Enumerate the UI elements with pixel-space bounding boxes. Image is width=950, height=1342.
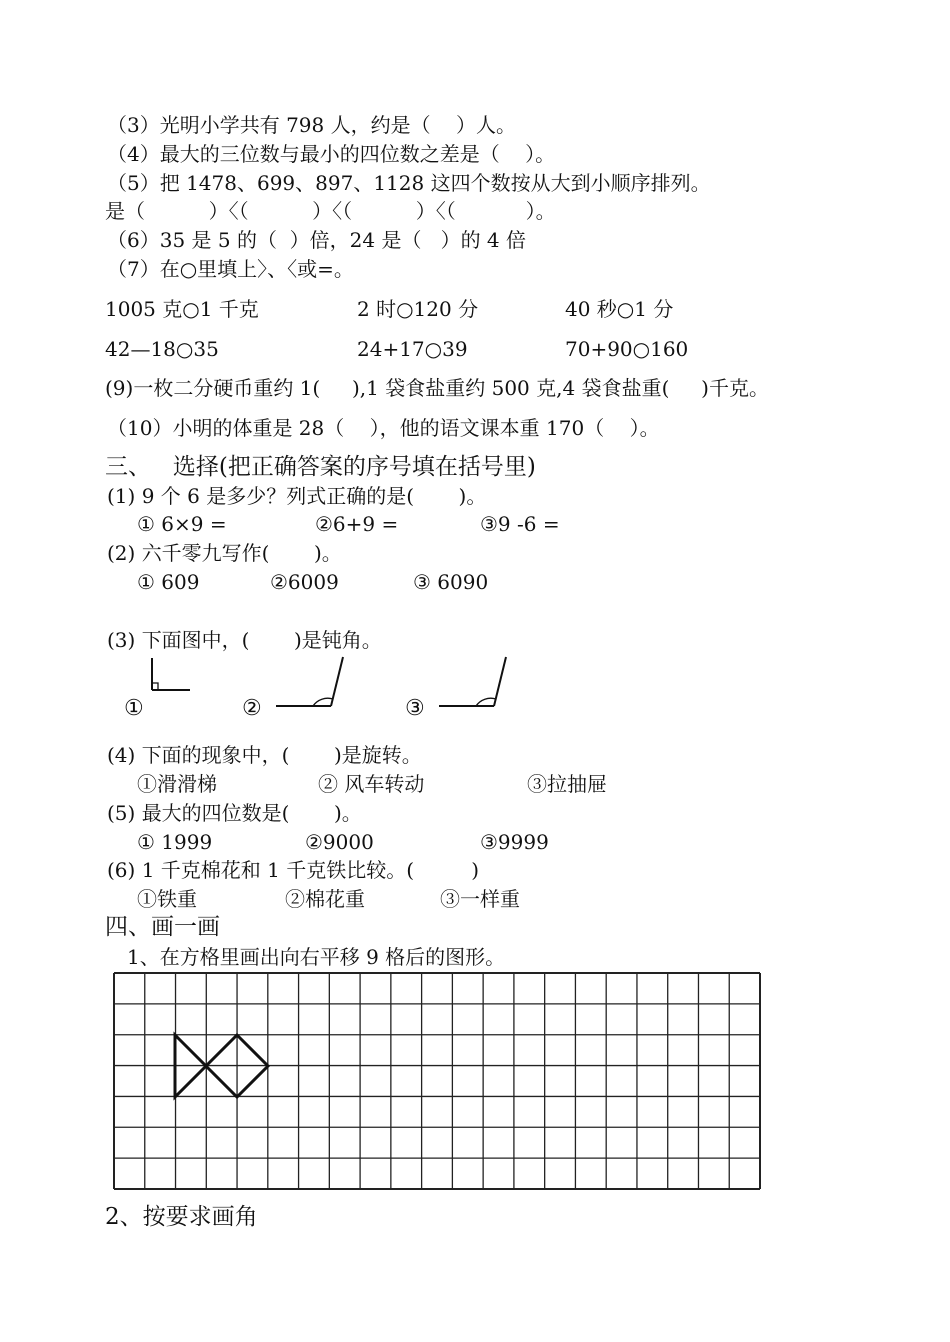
fill-q5-answer: 是（ ）〈（ ）〈（ ）〈（ ）。 <box>105 199 556 223</box>
choice-q3: (3) 下面图中，( )是钝角。 <box>107 628 382 652</box>
obtuse-angle-figure-3 <box>439 657 506 706</box>
choice-q5-opt1: ① 1999 <box>137 830 213 854</box>
right-angle-figure <box>152 658 190 690</box>
choice-q4-opt2: ② 风车转动 <box>318 772 425 796</box>
fill-q6: （6）35 是 5 的（ ）倍，24 是（ ）的 4 倍 <box>107 228 527 252</box>
shape-square <box>206 1035 268 1097</box>
fill-q5: （5）把 1478、699、897、1128 这四个数按从大到小顺序排列。 <box>107 171 711 195</box>
compare-1-3: 40 秒○1 分 <box>565 297 674 321</box>
choice-q4-opt1: ①滑滑梯 <box>137 772 217 796</box>
choice-q6-opt3: ③一样重 <box>440 887 520 911</box>
compare-1-2: 2 时○120 分 <box>357 297 479 321</box>
obtuse-angle-figure-2 <box>276 657 343 706</box>
compare-1-1: 1005 克○1 千克 <box>105 297 259 321</box>
shape-triangle <box>175 1035 206 1097</box>
angle-label-3: ③ <box>405 696 425 721</box>
section3-title: 三、 选择(把正确答案的序号填在括号里) <box>105 454 536 480</box>
compare-2-2: 24+17○39 <box>357 337 468 361</box>
angle-label-1: ① <box>124 696 144 721</box>
angle-label-2: ② <box>242 696 262 721</box>
draw-q2: 2、按要求画角 <box>105 1204 258 1230</box>
fill-q4: （4）最大的三位数与最小的四位数之差是（ ）。 <box>107 142 556 166</box>
choice-q1: (1) 9 个 6 是多少？列式正确的是( )。 <box>107 484 487 508</box>
choice-q5: (5) 最大的四位数是( )。 <box>107 801 362 825</box>
choice-q6: (6) 1 千克棉花和 1 千克铁比较。( ) <box>107 858 480 882</box>
draw-q1: 1、在方格里画出向右平移 9 格后的图形。 <box>127 945 506 969</box>
choice-q2-opt3: ③ 6090 <box>413 570 489 594</box>
choice-q6-opt2: ②棉花重 <box>285 887 365 911</box>
choice-q5-opt3: ③9999 <box>480 830 549 854</box>
choice-q5-opt2: ②9000 <box>305 830 374 854</box>
choice-q2-opt2: ②6009 <box>270 570 339 594</box>
section4-title: 四、画一画 <box>105 914 220 940</box>
compare-2-1: 42—18○35 <box>105 337 219 361</box>
fill-q7: （7）在○里填上〉、〈或=。 <box>107 257 354 281</box>
choice-q4: (4) 下面的现象中，( )是旋转。 <box>107 743 422 767</box>
fill-q9: (9)一枚二分硬币重约 1( ),1 袋食盐重约 500 克,4 袋食盐重( )千克。 <box>105 376 769 400</box>
fill-q3: （3）光明小学共有 798 人，约是（ ）人。 <box>107 113 517 137</box>
fill-q10: （10）小明的体重是 28（ ），他的语文课本重 170（ ）。 <box>107 416 660 440</box>
choice-q1-opt3: ③9 -6 = <box>480 512 560 536</box>
choice-q4-opt3: ③拉抽屉 <box>527 772 607 796</box>
choice-q2-opt1: ① 609 <box>137 570 200 594</box>
grid-lines <box>114 973 760 1189</box>
choice-q6-opt1: ①铁重 <box>137 887 197 911</box>
choice-q1-opt2: ②6+9 = <box>315 512 399 536</box>
choice-q2: (2) 六千零九写作( )。 <box>107 541 342 565</box>
choice-q1-opt1: ① 6×9 = <box>137 512 227 536</box>
compare-2-3: 70+90○160 <box>565 337 689 361</box>
